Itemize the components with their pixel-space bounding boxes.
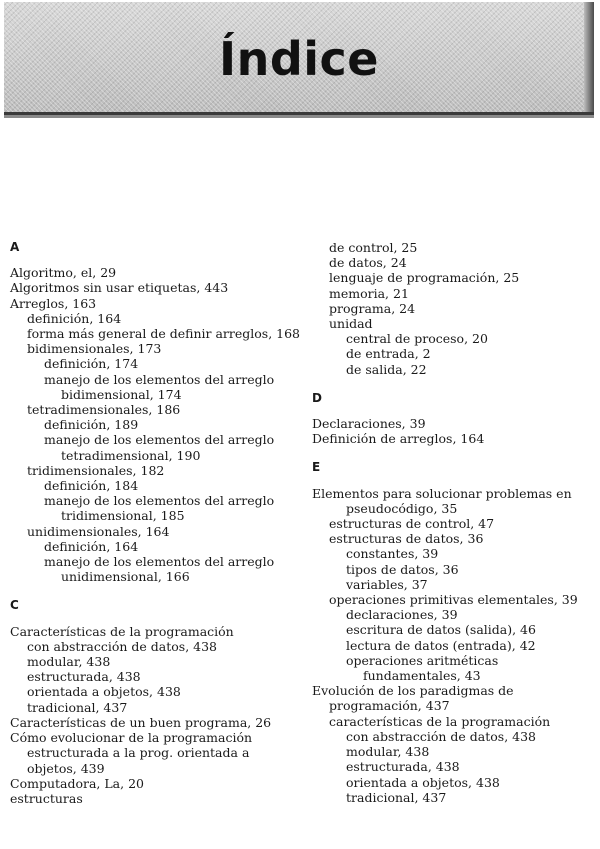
index-entry: tradicional, 437	[27, 699, 128, 715]
index-entry: variables, 37	[346, 576, 428, 592]
index-entry: bidimensional, 174	[61, 386, 182, 402]
index-entry: fundamentales, 43	[363, 668, 481, 684]
index-entry: de control, 25	[329, 240, 418, 255]
index-entry: estructurada a la prog. orientada a	[27, 745, 250, 761]
index-entry: declaraciones, 39	[346, 607, 458, 623]
section-letter-a: A	[10, 240, 20, 254]
index-entry: unidimensional, 166	[61, 569, 190, 585]
index-entry: tridimensionales, 182	[27, 462, 165, 478]
index-entry: de datos, 24	[329, 255, 407, 271]
index-entry: definición, 189	[44, 417, 139, 433]
index-entry: Cómo evolucionar de la programación	[10, 730, 253, 746]
index-entry: estructuras de datos, 36	[329, 531, 484, 547]
index-entry: Definición de arreglos, 164	[312, 431, 485, 447]
index-entry: manejo de los elementos del arreglo	[44, 493, 275, 509]
index-entry: modular, 438	[27, 654, 111, 670]
index-entry: definición, 164	[27, 310, 122, 326]
index-entry: lenguaje de programación, 25	[329, 270, 520, 286]
index-entry: operaciones primitivas elementales, 39	[329, 592, 578, 608]
index-entry: modular, 438	[346, 744, 430, 760]
index-entry: definición, 164	[44, 538, 139, 554]
index-entry: con abstracción de datos, 438	[27, 638, 218, 654]
index-entry: programación, 437	[329, 698, 450, 714]
index-entry: bidimensionales, 173	[27, 341, 162, 357]
index-entry: Arreglos, 163	[10, 295, 97, 311]
index-entry: Computadora, La, 20	[10, 775, 144, 791]
index-entry: de salida, 22	[346, 361, 427, 377]
index-entry: Características de un buen programa, 26	[10, 714, 272, 730]
index-entry: objetos, 439	[27, 760, 105, 776]
index-entry: tipos de datos, 36	[346, 561, 459, 577]
index-entry: estructuras de control, 47	[329, 516, 495, 532]
index-column-left	[10, 232, 300, 806]
index-entry: tetradimensional, 190	[61, 447, 201, 463]
index-entry: Características de la programación	[10, 623, 234, 639]
index-entry: Elementos para solucionar problemas en	[312, 485, 572, 501]
index-entry: central de proceso, 20	[346, 331, 488, 347]
index-entry: unidad	[329, 316, 373, 332]
index-entry: memoria, 21	[329, 285, 409, 301]
section-letter-c: C	[10, 598, 19, 613]
index-entry: orientada a objetos, 438	[346, 774, 500, 790]
index-entry: pseudocódigo, 35	[346, 500, 458, 516]
section-letter-e: E	[312, 460, 321, 475]
index-entry: estructuras	[10, 790, 83, 806]
index-entry: definición, 184	[44, 478, 139, 494]
index-entry: programa, 24	[329, 300, 416, 316]
index-entry: lectura de datos (entrada), 42	[346, 637, 536, 653]
index-entry: unidimensionales, 164	[27, 523, 170, 539]
index-entry: constantes, 39	[346, 546, 439, 562]
index-entry: tetradimensionales, 186	[27, 402, 181, 418]
index-entry: estructurada, 438	[27, 669, 141, 685]
index-entry: operaciones aritméticas	[346, 652, 499, 668]
index-entry: Evolución de los paradigmas de	[312, 683, 514, 699]
section-letter-d: D	[312, 390, 322, 405]
index-entry: estructurada, 438	[346, 759, 460, 775]
index-entry: Declaraciones, 39	[312, 416, 426, 432]
index-entry: forma más general de definir arreglos, 168	[27, 326, 300, 342]
index-entry: con abstracción de datos, 438	[346, 728, 537, 744]
index-entry: Algoritmos sin usar etiquetas, 443	[10, 280, 229, 296]
index-column-right	[312, 240, 597, 805]
index-entry: manejo de los elementos del arreglo	[44, 371, 275, 387]
index-entry: definición, 174	[44, 356, 139, 372]
index-entry: escritura de datos (salida), 46	[346, 622, 536, 638]
index-entry: orientada a objetos, 438	[27, 684, 181, 700]
page-title: Índice	[218, 32, 380, 86]
index-entry: tradicional, 437	[346, 789, 447, 805]
title-banner	[4, 2, 594, 115]
index-entry: Algoritmo, el, 29	[10, 265, 117, 281]
index-entry: manejo de los elementos del arreglo	[44, 432, 275, 448]
index-entry: de entrada, 2	[346, 346, 431, 362]
index-entry: manejo de los elementos del arreglo	[44, 554, 275, 570]
index-entry: tridimensional, 185	[61, 508, 185, 524]
index-entry: características de la programación	[329, 713, 551, 729]
